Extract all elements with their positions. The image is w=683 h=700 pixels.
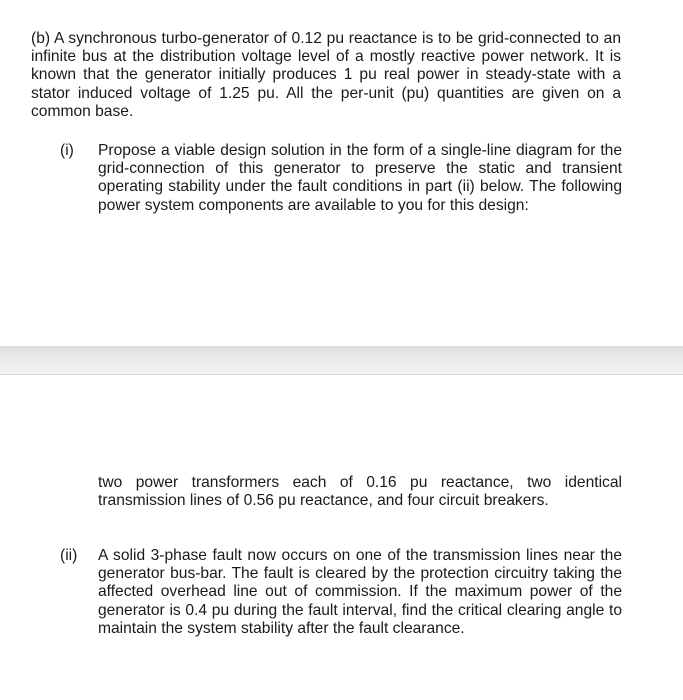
sub-question-ii [60,547,622,638]
sub-question-ii-text: A solid 3-phase fault now occurs on one of the transmission lines near the generator bus-bar. The fault is cleared by the protection circuitry taking the affected overhead line out of commission. If the maximum power of the generator is 0.4 pu during the fault interval, find the critical clearing angle to maintain the system stability after the fault clearance. [98,547,622,637]
sub-question-i-continuation-text: two power transformers each of 0.16 pu reactance, two identical transmission lines of 0.56 pu reactance, and four circuit breakers. [98,474,622,510]
sub-question-i-number: (i) [60,142,74,159]
part-b-text: A synchronous turbo-generator of 0.12 pu reactance is to be grid-connected to an infinite bus at the distribution voltage level of a mostly reactive power network. It is known that the generator initially produces 1 pu real power in steady-state with a stator induced voltage of 1.25 pu. All the per-unit (pu) quantities are given on a common base. [31,30,621,120]
part-b-label: (b) [31,30,51,47]
sub-question-i [60,142,622,215]
page-separator [0,346,683,375]
sub-question-ii-number: (ii) [60,547,78,564]
question-b-paragraph [31,30,621,121]
sub-question-i-continuation [60,474,622,510]
sub-question-i-text: Propose a viable design solution in the form of a single-line diagram for the grid-connection of this generator to preserve the static and transient operating stability under the fault conditions in part (ii) below. The following power system components are available to you for this design: [98,142,622,214]
